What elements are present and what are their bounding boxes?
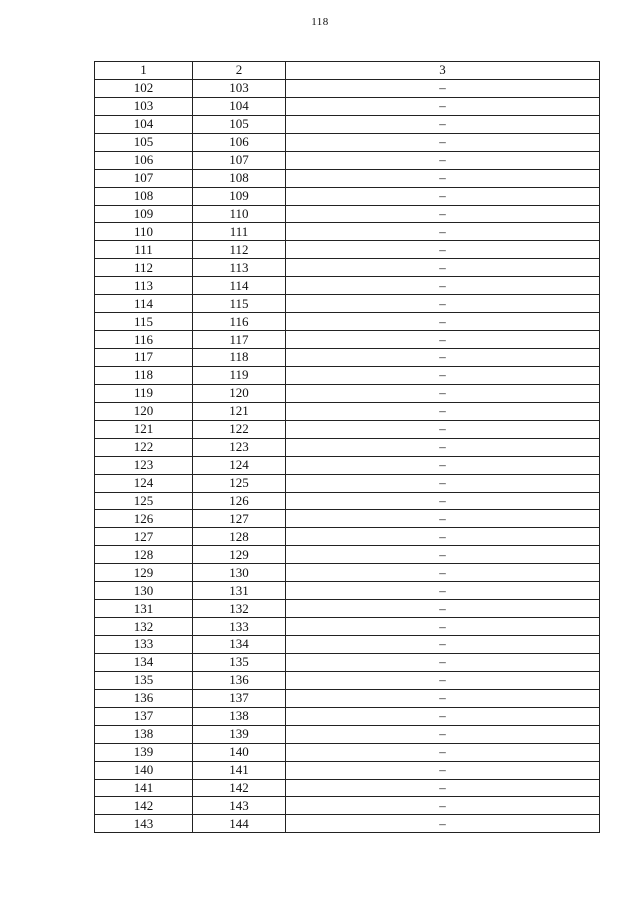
- table-row: [95, 671, 600, 689]
- table-cell-col-1: 143: [95, 815, 193, 833]
- table-cell-col-2: 130: [193, 564, 286, 582]
- table-cell-col-1: 129: [95, 564, 193, 582]
- table-row: [95, 133, 600, 151]
- table-cell-col-2: 107: [193, 151, 286, 169]
- table-cell-col-2: 120: [193, 384, 286, 402]
- table-row: [95, 492, 600, 510]
- table-cell-col-2: 116: [193, 313, 286, 331]
- table-cell-col-2: 105: [193, 115, 286, 133]
- table-cell-col-1: 120: [95, 402, 193, 420]
- table-cell-col-3: –: [286, 384, 600, 402]
- table-cell-col-1: 123: [95, 456, 193, 474]
- table-cell-col-2: 106: [193, 133, 286, 151]
- table-cell-col-1: 108: [95, 187, 193, 205]
- table-cell-col-3: –: [286, 492, 600, 510]
- table-cell-col-2: 124: [193, 456, 286, 474]
- table-cell-col-1: 104: [95, 115, 193, 133]
- table-cell-col-2: 142: [193, 779, 286, 797]
- table-row: [95, 689, 600, 707]
- table-cell-col-1: 124: [95, 474, 193, 492]
- table-cell-col-1: 131: [95, 600, 193, 618]
- table-cell-col-1: 128: [95, 546, 193, 564]
- table-cell-col-3: –: [286, 205, 600, 223]
- table-cell-col-2: 125: [193, 474, 286, 492]
- table-row: [95, 564, 600, 582]
- table-row: [95, 97, 600, 115]
- table-row: [95, 510, 600, 528]
- table-row: [95, 582, 600, 600]
- table-cell-col-2: 135: [193, 653, 286, 671]
- table-cell-col-2: 121: [193, 402, 286, 420]
- table-cell-col-1: 125: [95, 492, 193, 510]
- table-row: [95, 384, 600, 402]
- table-cell-col-1: 139: [95, 743, 193, 761]
- table-cell-col-1: 138: [95, 725, 193, 743]
- table-row: [95, 779, 600, 797]
- table-cell-col-2: 117: [193, 331, 286, 349]
- table-cell-col-2: 136: [193, 671, 286, 689]
- table-cell-col-3: –: [286, 115, 600, 133]
- table-row: [95, 653, 600, 671]
- table-cell-col-1: 119: [95, 384, 193, 402]
- table-cell-col-2: 108: [193, 169, 286, 187]
- table-row: [95, 366, 600, 384]
- table-row: [95, 402, 600, 420]
- table-row: [95, 474, 600, 492]
- table-row: [95, 277, 600, 295]
- table-cell-col-1: 142: [95, 797, 193, 815]
- table-row: [95, 528, 600, 546]
- table-cell-col-2: 139: [193, 725, 286, 743]
- table-cell-col-1: 114: [95, 295, 193, 313]
- table-cell-col-3: –: [286, 815, 600, 833]
- table-cell-col-1: 134: [95, 653, 193, 671]
- table-cell-col-3: –: [286, 223, 600, 241]
- table-row: [95, 241, 600, 259]
- table-row: [95, 600, 600, 618]
- table-row: [95, 331, 600, 349]
- table-cell-col-2: 112: [193, 241, 286, 259]
- table-cell-col-3: –: [286, 474, 600, 492]
- table-cell-col-3: –: [286, 653, 600, 671]
- table-cell-col-3: –: [286, 725, 600, 743]
- table-cell-col-2: 138: [193, 707, 286, 725]
- table-row: [95, 636, 600, 654]
- table-cell-col-1: 103: [95, 97, 193, 115]
- table-cell-col-3: –: [286, 456, 600, 474]
- table-cell-col-2: 113: [193, 259, 286, 277]
- table-cell-col-3: –: [286, 277, 600, 295]
- table-cell-col-3: –: [286, 169, 600, 187]
- table-cell-col-2: 118: [193, 349, 286, 367]
- table-cell-col-2: 109: [193, 187, 286, 205]
- table-cell-col-3: –: [286, 743, 600, 761]
- table-cell-col-3: –: [286, 797, 600, 815]
- table-cell-col-1: 102: [95, 79, 193, 97]
- table-cell-col-3: –: [286, 151, 600, 169]
- table-cell-col-3: –: [286, 510, 600, 528]
- table-cell-col-2: 111: [193, 223, 286, 241]
- table-cell-col-3: –: [286, 97, 600, 115]
- table-cell-col-2: 119: [193, 366, 286, 384]
- table-cell-col-3: –: [286, 564, 600, 582]
- table-row: [95, 815, 600, 833]
- table-cell-col-2: 123: [193, 438, 286, 456]
- table-cell-col-2: 110: [193, 205, 286, 223]
- table-cell-col-2: 131: [193, 582, 286, 600]
- table-cell-col-1: 107: [95, 169, 193, 187]
- table-cell-col-2: 143: [193, 797, 286, 815]
- table-cell-col-3: –: [286, 618, 600, 636]
- table-cell-col-3: –: [286, 582, 600, 600]
- table-cell-col-1: 132: [95, 618, 193, 636]
- table-cell-col-1: 110: [95, 223, 193, 241]
- table-cell-col-3: –: [286, 366, 600, 384]
- table-row: [95, 618, 600, 636]
- table-row: [95, 456, 600, 474]
- table-cell-col-1: 130: [95, 582, 193, 600]
- table-row: [95, 349, 600, 367]
- table-row: [95, 223, 600, 241]
- table-cell-col-3: –: [286, 438, 600, 456]
- table-cell-col-2: 104: [193, 97, 286, 115]
- column-header-2: 2: [193, 62, 286, 80]
- table-cell-col-1: 105: [95, 133, 193, 151]
- table-cell-col-1: 111: [95, 241, 193, 259]
- table-cell-col-1: 116: [95, 331, 193, 349]
- table-cell-col-1: 115: [95, 313, 193, 331]
- table-cell-col-1: 140: [95, 761, 193, 779]
- table-cell-col-1: 113: [95, 277, 193, 295]
- table-row: [95, 707, 600, 725]
- table-row: [95, 797, 600, 815]
- table-cell-col-2: 134: [193, 636, 286, 654]
- table-cell-col-2: 114: [193, 277, 286, 295]
- table-cell-col-3: –: [286, 420, 600, 438]
- table-cell-col-2: 144: [193, 815, 286, 833]
- table-cell-col-3: –: [286, 313, 600, 331]
- table-cell-col-2: 129: [193, 546, 286, 564]
- table-cell-col-3: –: [286, 133, 600, 151]
- table-cell-col-3: –: [286, 349, 600, 367]
- table-cell-col-2: 132: [193, 600, 286, 618]
- table-cell-col-1: 127: [95, 528, 193, 546]
- table-cell-col-2: 137: [193, 689, 286, 707]
- table-cell-col-3: –: [286, 636, 600, 654]
- table-cell-col-1: 141: [95, 779, 193, 797]
- table-cell-col-2: 128: [193, 528, 286, 546]
- table-cell-col-2: 140: [193, 743, 286, 761]
- table-cell-col-3: –: [286, 259, 600, 277]
- column-header-1: 1: [95, 62, 193, 80]
- table-cell-col-1: 121: [95, 420, 193, 438]
- table-row: [95, 438, 600, 456]
- table-row: [95, 761, 600, 779]
- column-header-3: 3: [286, 62, 600, 80]
- table-header-row: [95, 62, 600, 80]
- table-cell-col-3: –: [286, 331, 600, 349]
- table-cell-col-3: –: [286, 528, 600, 546]
- table-cell-col-3: –: [286, 546, 600, 564]
- table-cell-col-3: –: [286, 295, 600, 313]
- table-cell-col-2: 127: [193, 510, 286, 528]
- table-cell-col-1: 133: [95, 636, 193, 654]
- table-row: [95, 725, 600, 743]
- table-row: [95, 259, 600, 277]
- table-row: [95, 420, 600, 438]
- table-cell-col-1: 135: [95, 671, 193, 689]
- table-row: [95, 151, 600, 169]
- table-cell-col-3: –: [286, 761, 600, 779]
- table-cell-col-3: –: [286, 600, 600, 618]
- table-cell-col-3: –: [286, 671, 600, 689]
- table-cell-col-3: –: [286, 689, 600, 707]
- table-cell-col-3: –: [286, 241, 600, 259]
- table-cell-col-2: 115: [193, 295, 286, 313]
- table-cell-col-3: –: [286, 187, 600, 205]
- table-cell-col-1: 112: [95, 259, 193, 277]
- table-cell-col-3: –: [286, 402, 600, 420]
- table-cell-col-2: 126: [193, 492, 286, 510]
- table-cell-col-2: 133: [193, 618, 286, 636]
- table-cell-col-2: 122: [193, 420, 286, 438]
- table-row: [95, 546, 600, 564]
- table-cell-col-2: 141: [193, 761, 286, 779]
- table-cell-col-1: 126: [95, 510, 193, 528]
- table-cell-col-1: 122: [95, 438, 193, 456]
- table-row: [95, 295, 600, 313]
- table-cell-col-1: 118: [95, 366, 193, 384]
- table-row: [95, 313, 600, 331]
- table-cell-col-3: –: [286, 707, 600, 725]
- page-number: 118: [311, 16, 329, 28]
- table-cell-col-2: 103: [193, 79, 286, 97]
- table-cell-col-1: 109: [95, 205, 193, 223]
- table-cell-col-1: 137: [95, 707, 193, 725]
- data-table: [94, 61, 600, 833]
- table-cell-col-3: –: [286, 79, 600, 97]
- table-body: [95, 79, 600, 832]
- table-header: [95, 62, 600, 80]
- table-cell-col-1: 106: [95, 151, 193, 169]
- table-row: [95, 187, 600, 205]
- table-row: [95, 205, 600, 223]
- table-row: [95, 115, 600, 133]
- table-cell-col-1: 117: [95, 349, 193, 367]
- table-cell-col-3: –: [286, 779, 600, 797]
- table-row: [95, 743, 600, 761]
- table-row: [95, 79, 600, 97]
- table-cell-col-1: 136: [95, 689, 193, 707]
- table-row: [95, 169, 600, 187]
